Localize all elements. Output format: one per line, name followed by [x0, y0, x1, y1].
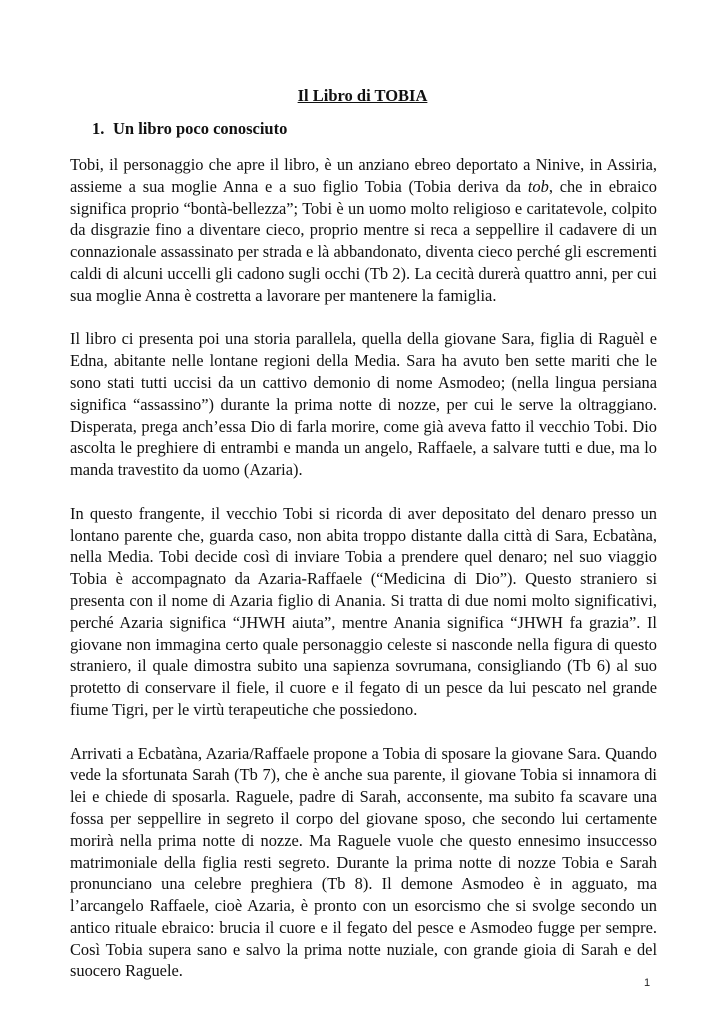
body-text	[70, 154, 657, 1004]
paragraph-1-italic-word: tob	[527, 176, 549, 196]
paragraph-3: In questo frangente, il vecchio Tobi si ricorda di aver depositato del denaro presso un lontano parente che, guarda caso, non abita troppo distante dalla città di Sara, Ecbatàna, nella Media. Tobi decide così di inviare Tobia a prendere quel denaro; nel suo viaggio Tobia è accompagnato da Azaria-Raffaele (“Medicina di Dio”). Questo straniero si presenta con il nome di Azaria figlio di Anania. Si tratta di due nomi molto significativi, perché Azaria significa “JHWH aiuta”, mentre Anania significa “JHWH fa grazia”. Il giovane non immagina certo quale personaggio celeste si nasconde nella figura di questo straniero, il quale dimostra subito una sapienza sovrumana, consigliando (Tb 6) al suo protetto di conservare il fiele, il cuore e il fegato di un pesce da lui pescato nel grande fiume Tigri, per le virtù terapeutiche che possiedono.	[70, 503, 657, 719]
paragraph-1-part2: , che in ebraico significa proprio “bontà-bellezza”; Tobi è un uomo molto religioso e caritatevole, colpito da disgrazie fino a diventare cieco, proprio mentre si reca a seppellire il cadavere di un connazionale assassinato per strada e là abbandonato, diventa cieco perché gli escrementi caldi di alcuni uccelli gli cadono sugli occhi (Tb 2). La cecità durerà quattro anni, per cui sua moglie Anna è costretta a lavorare per mantenere la famiglia.	[70, 176, 657, 305]
section-title: Un libro poco conosciuto	[113, 119, 288, 138]
page-number: 1	[644, 977, 651, 989]
paragraph-1-part1: Tobi, il personaggio che apre il libro, è un anziano ebreo deportato a Ninive, in Assiria, assieme a sua moglie Anna e a suo figlio Tobia (Tobia deriva da	[70, 155, 657, 196]
section-heading	[92, 119, 287, 139]
paragraph-4: Arrivati a Ecbatàna, Azaria/Raffaele propone a Tobia di sposare la giovane Sara. Quando vede la sfortunata Sarah (Tb 7), che è anche sua parente, il giovane Tobia si innamora di lei e chiede di sposarla. Raguele, padre di Sarah, acconsente, ma subito fa scavare una fossa per seppellire in segreto il corpo del giovane sposo, che secondo lui certamente morirà nella prima notte di nozze. Ma Raguele vuole che questo ennesimo insuccesso matrimoniale della figlia resti segreto. Durante la prima notte di nozze Tobia e Sarah pronunciano una celebre preghiera (Tb 8). Il demone Asmodeo è in agguato, ma l’arcangelo Raffaele, cioè Azaria, è pronto con un esorcismo che si svolge secondo un antico rituale ebraico: brucia il cuore e il fegato del pesce e Asmodeo fugge per sempre. Così Tobia supera sano e salvo la prima notte nuziale, con grande gioia di Sarah e del suocero Raguele.	[70, 743, 657, 981]
document-title: Il Libro di TOBIA	[297, 86, 428, 105]
paragraph-1	[70, 154, 657, 307]
section-number: 1.	[92, 119, 105, 138]
paragraph-2: Il libro ci presenta poi una storia parallela, quella della giovane Sara, figlia di Raguèl e Edna, abitante nelle lontane regioni della Media. Sara ha avuto ben sette mariti che le sono stati tutti uccisi da un cattivo demonio di nome Asmodeo; (nella lingua persiana significa “assassino”) durante la prima notte di nozze, per cui le serve la oltraggiano. Disperata, prega anch’essa Dio di farla morire, come già aveva fatto il vecchio Tobi. Dio ascolta le preghiere di entrambi e manda un angelo, Raffaele, a salvare tutti e due, ma lo manda travestito da uomo (Azaria).	[70, 329, 657, 480]
